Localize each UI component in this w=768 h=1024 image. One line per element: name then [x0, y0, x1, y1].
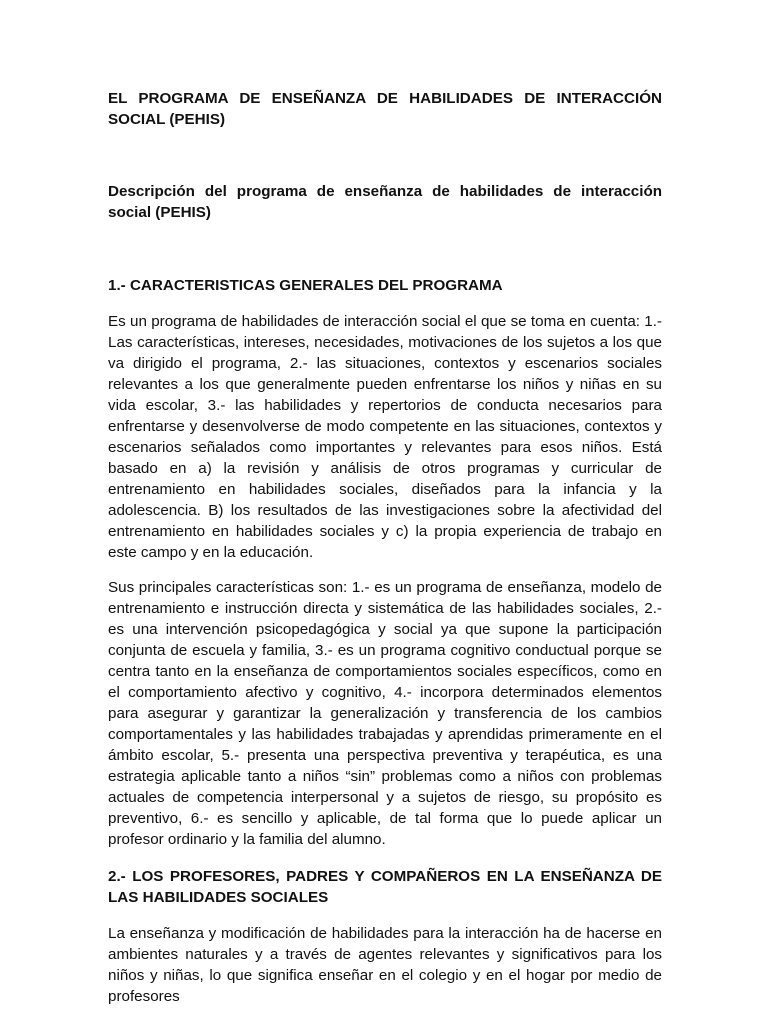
section-2-paragraph-1: La enseñanza y modificación de habilidades para la interacción ha de hacerse en ambientes naturales y a través de agentes relevantes y significativos para los niños y niñas, lo que significa enseñar en el colegio y en el hogar por medio de profesores	[108, 925, 662, 1005]
section-1-paragraph-1: Es un programa de habilidades de interacción social el que se toma en cuenta: 1.- Las características, intereses, necesidades, motivaciones de los sujetos a los que va dirigido el programa, 2.- las situaciones, contextos y escenarios sociales relevantes a los que generalmente pueden enfrentarse los niños y niñas en su vida escolar, 3.- las habilidades y repertorios de conducta necesarios para enfrentarse y desenvolverse de modo competente en las situaciones, contextos y escenarios señalados como importantes y relevantes para esos niños. Está basado en a) la revisión y análisis de otros programas y curricular de entrenamiento en habilidades sociales, diseñados para la infancia y la adolescencia. B) los resultados de las investigaciones sobre la afectividad del entrenamiento en habilidades sociales y c) la propia experiencia de trabajo en este campo y en la educación.	[108, 313, 662, 561]
section-1-heading: 1.- CARACTERISTICAS GENERALES DEL PROGRAMA	[108, 277, 503, 294]
document-subtitle: Descripción del programa de enseñanza de habilidades de interacción social (PEHIS)	[108, 183, 662, 221]
section-2-heading: 2.- LOS PROFESORES, PADRES Y COMPAÑEROS EN LA ENSEÑANZA DE LAS HABILIDADES SOCIALES	[108, 868, 662, 906]
document-title: EL PROGRAMA DE ENSEÑANZA DE HABILIDADES DE INTERACCIÓN SOCIAL (PEHIS)	[108, 90, 662, 128]
section-1-paragraph-2: Sus principales características son: 1.- es un programa de enseñanza, modelo de entrenamiento e instrucción directa y sistemática de las habilidades sociales, 2.- es una intervención psicopedagógica y social ya que supone la participación conjunta de escuela y familia, 3.- es un programa cognitivo conductual porque se centra tanto en la enseñanza de comportamientos sociales específicos, como en el comportamiento afectivo y cognitivo, 4.- incorpora determinados elementos para asegurar y garantizar la generalización y transferencia de los cambios comportamentales y las habilidades trabajadas y aprendidas primeramente en el ámbito escolar, 5.- presenta una perspectiva preventiva y terapéutica, es una estrategia aplicable tanto a niños “sin” problemas como a niños con problemas actuales de competencia interpersonal y a sujetos de riesgo, su propósito es preventivo, 6.- es sencillo y aplicable, de tal forma que lo puede aplicar un profesor ordinario y la familia del alumno.	[108, 579, 662, 848]
document-page	[108, 88, 662, 1007]
